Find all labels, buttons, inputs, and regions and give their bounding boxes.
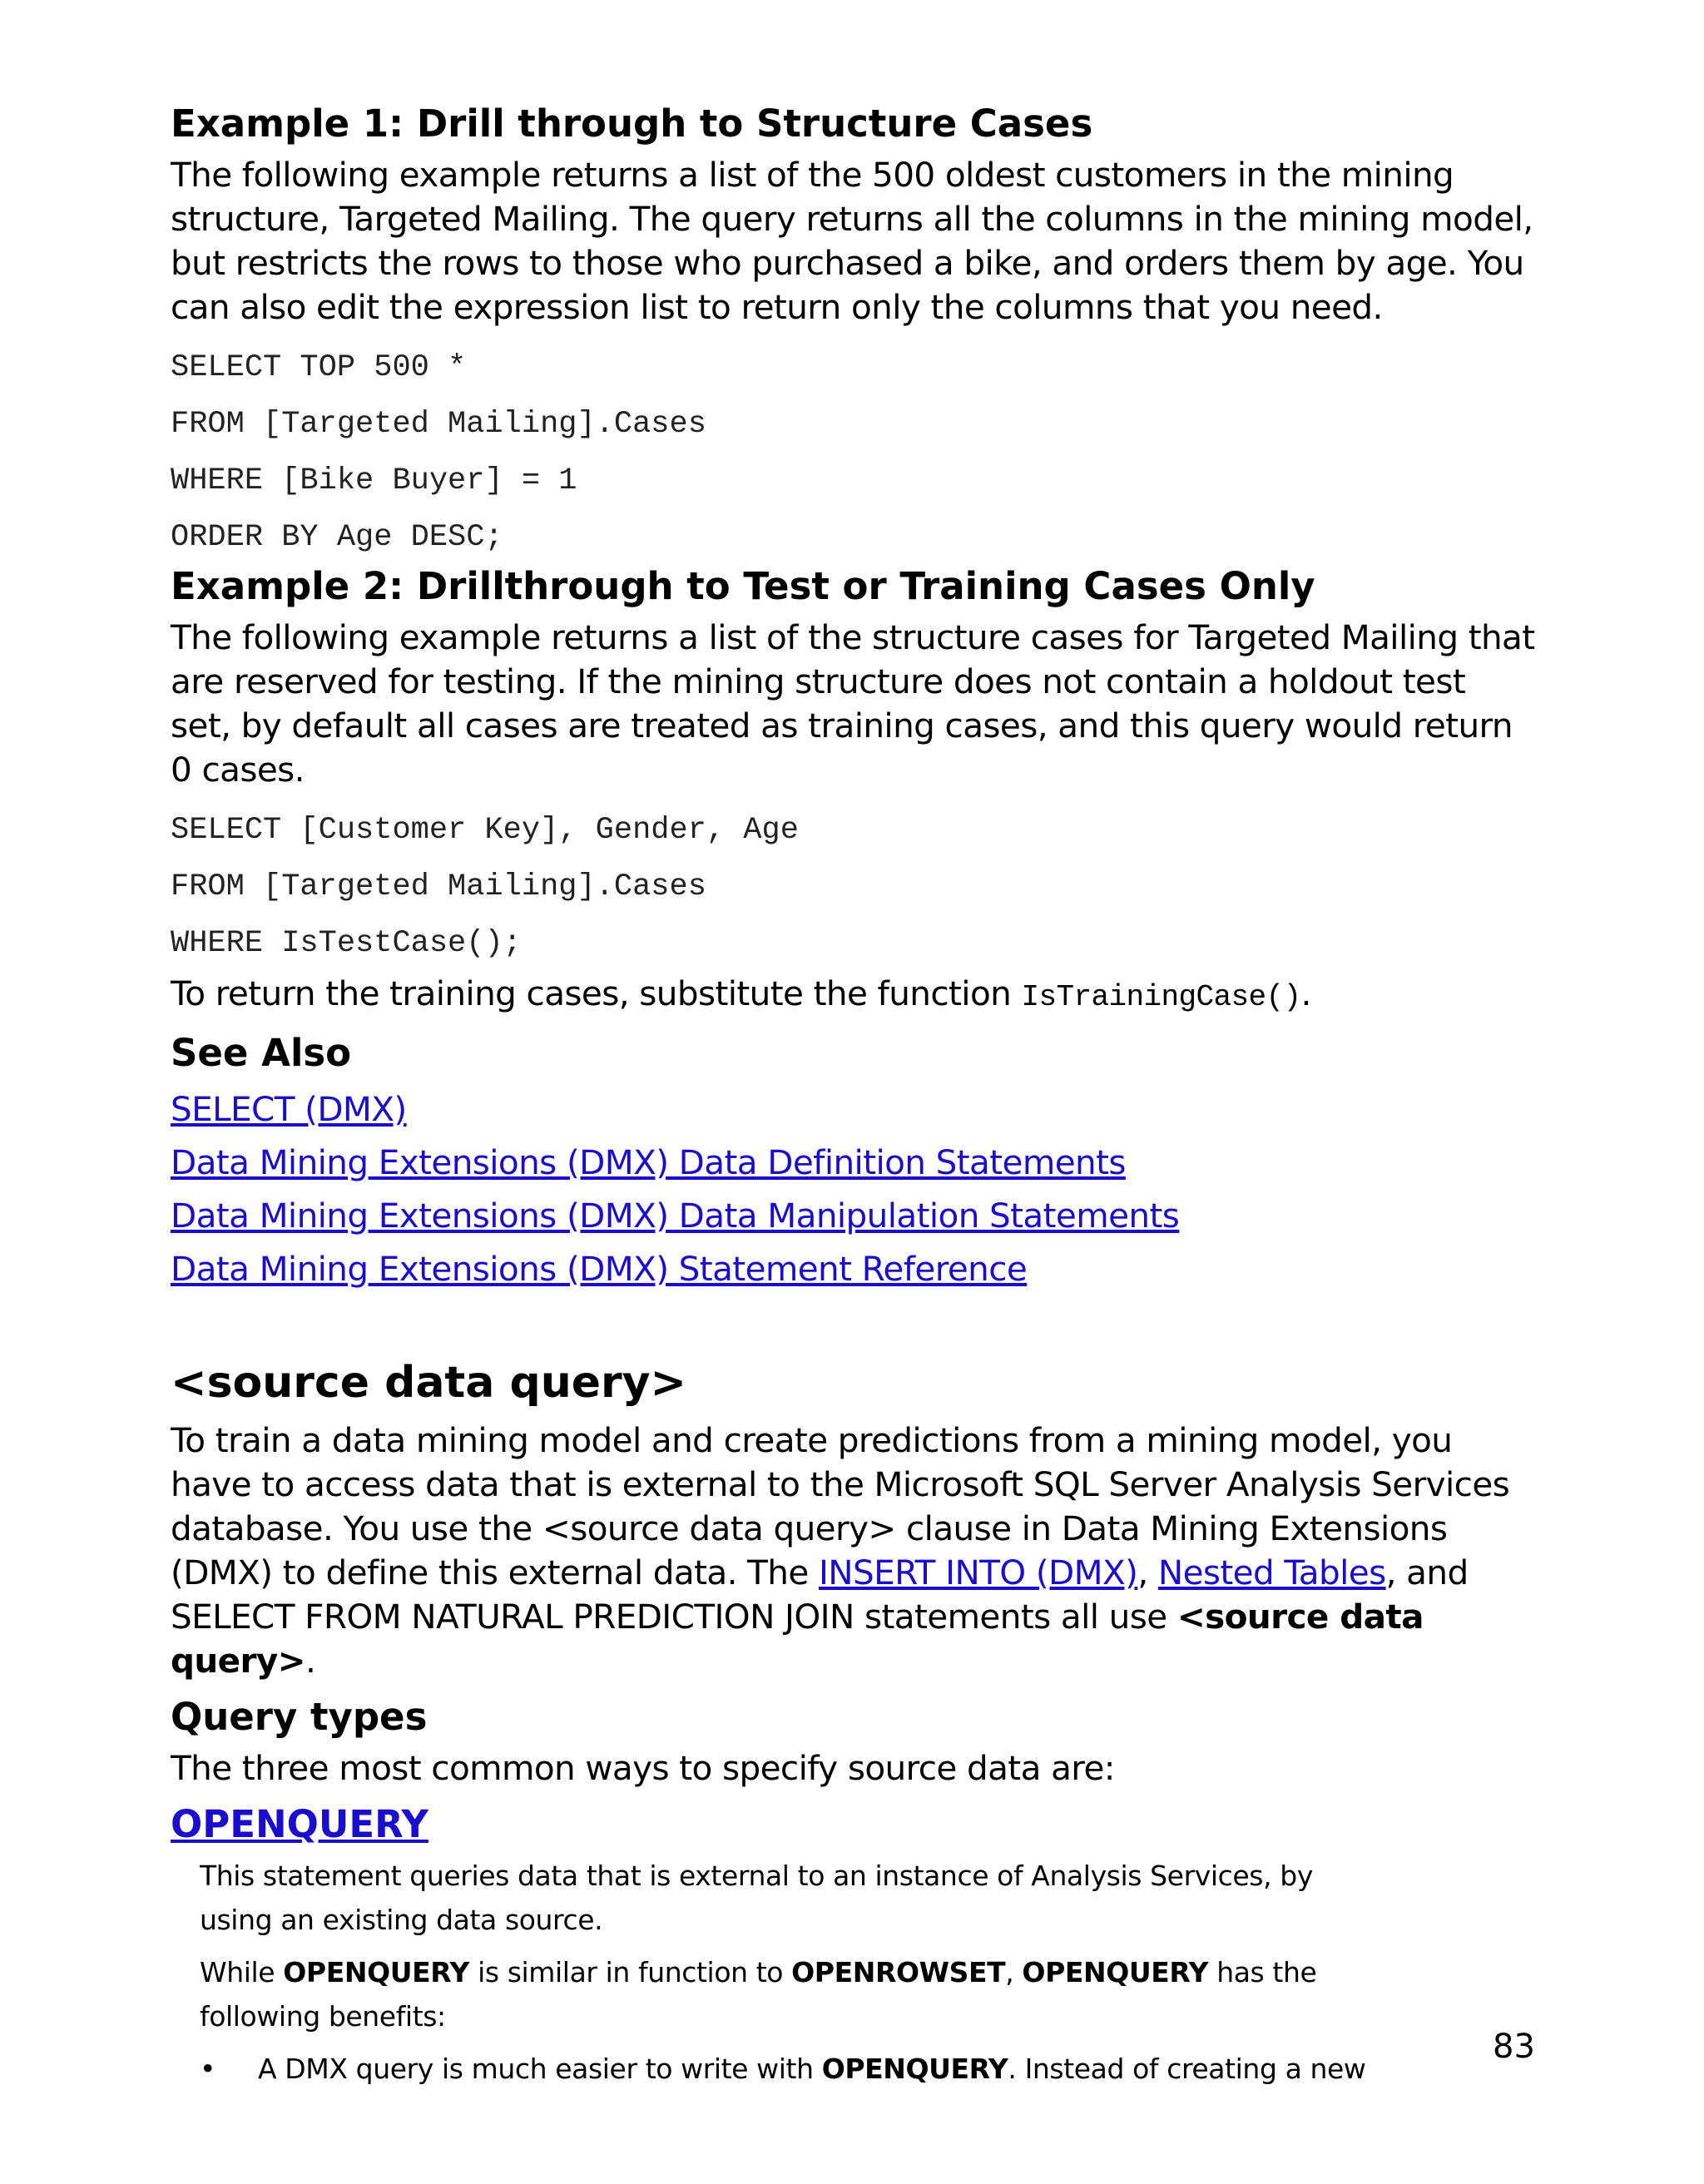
sdq-p1-text3: , and SELECT FROM NATURAL PREDICTION JOIN statements all use	[171, 1553, 1469, 1637]
example1-heading: Example 1: Drill through to Structure Cases	[171, 102, 1093, 146]
sdq-p1-bold: <source data query>	[171, 1597, 1424, 1681]
while-bold1: OPENQUERY	[283, 1956, 469, 1988]
benefit-text	[258, 2047, 1535, 2091]
bullet-icon: •	[200, 2053, 216, 2085]
see-also-link-data-definition[interactable]: Data Mining Extensions (DMX) Data Definition Statements	[171, 1142, 1126, 1182]
see-also-link-data-manipulation[interactable]: Data Mining Extensions (DMX) Data Manipulation Statements	[171, 1196, 1180, 1236]
openquery-description: This statement queries data that is external to an instance of Analysis Services, by using an existing data source.	[200, 1860, 1313, 1936]
while-text2: is similar in function to	[468, 1956, 792, 1988]
example2-paragraph: The following example returns a list of the structure cases for Targeted Mailing that are reserved for testing. If the mining structure does not contain a holdout test set, by default all cases are treated as training cases, and this query would return 0 cases.	[171, 617, 1535, 790]
example2-code-line-1: SELECT [Customer Key], Gender, Age	[171, 813, 799, 848]
example2-code-line-2: FROM [Targeted Mailing].Cases	[171, 869, 706, 904]
while-text3: ,	[1005, 1956, 1023, 1988]
see-also-link-statement-reference[interactable]: Data Mining Extensions (DMX) Statement Reference	[171, 1249, 1028, 1289]
while-text1: While	[200, 1956, 284, 1988]
nested-tables-link[interactable]: Nested Tables	[1157, 1553, 1386, 1592]
source-data-query-paragraph	[171, 1419, 1535, 1683]
openquery-link[interactable]: OPENQUERY	[171, 1802, 428, 1846]
example2-note-prefix: To return the training cases, substitute the function	[171, 973, 1022, 1013]
example1-code-line-4: ORDER BY Age DESC;	[171, 520, 503, 555]
example2-code-line-3: WHERE IsTestCase();	[171, 926, 522, 961]
while-text4: has the following benefits:	[200, 1956, 1317, 2033]
while-bold2: OPENROWSET	[791, 1956, 1006, 1988]
insert-into-dmx-link[interactable]: INSERT INTO (DMX)	[818, 1553, 1138, 1592]
openquery-heading	[171, 1800, 1535, 1849]
bullet1-bold: OPENQUERY	[821, 2053, 1008, 2085]
example2-heading: Example 2: Drillthrough to Test or Training Cases Only	[171, 564, 1315, 608]
openquery-comparison	[200, 1950, 1331, 2038]
example2-note-suffix: .	[1300, 973, 1311, 1013]
example2-note-code: IsTrainingCase()	[1021, 980, 1301, 1014]
source-data-query-heading: <source data query>	[171, 1358, 687, 1408]
page-number: 83	[1493, 2028, 1535, 2066]
example1-code-line-3: WHERE [Bike Buyer] = 1	[171, 463, 577, 498]
see-also-heading: See Also	[171, 1031, 352, 1075]
sdq-p1-text1: To train a data mining model and create predictions from a mining model, you have to access data that is external to the Microsoft SQL Server Analysis Services database. You use the <source data query> clause in Data Mining Extensions (DMX) to define this external data. The	[171, 1420, 1510, 1592]
query-types-heading: Query types	[171, 1695, 428, 1739]
example2-note	[171, 972, 1535, 1019]
example1-code-line-1: SELECT TOP 500 *	[171, 350, 467, 385]
example1-paragraph: The following example returns a list of the 500 oldest customers in the mining structure, Targeted Mailing. The query returns all the columns in the mining model, but restricts the rows to those who purchased a bike, and orders them by age. You can also edit the expression list to return only the columns that you need.	[171, 155, 1533, 327]
see-also-link-select-dmx[interactable]: SELECT (DMX)	[171, 1089, 407, 1129]
query-types-intro: The three most common ways to specify source data are:	[171, 1748, 1115, 1788]
example1-code-line-2: FROM [Targeted Mailing].Cases	[171, 407, 706, 442]
bullet1-text2: . Instead of creating a new	[1008, 2053, 1366, 2085]
document-page	[171, 100, 1535, 2091]
bullet1-text1: A DMX query is much easier to write with	[258, 2053, 822, 2085]
benefit-list-item	[200, 2047, 1535, 2091]
while-bold3: OPENQUERY	[1022, 1956, 1209, 1988]
sdq-p1-text2: ,	[1137, 1553, 1158, 1592]
sdq-p1-text4: .	[305, 1641, 316, 1681]
